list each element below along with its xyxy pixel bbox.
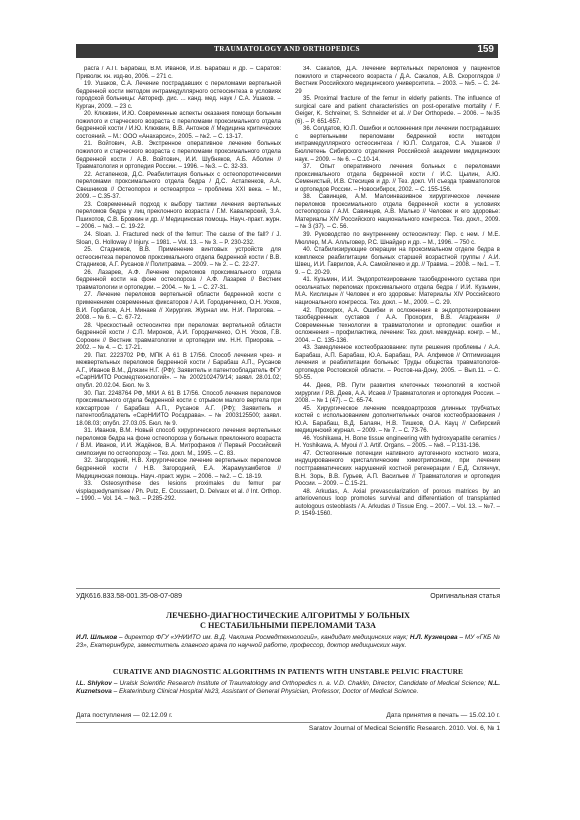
received-date: Дата поступления — 02.12.09 г.	[76, 712, 173, 719]
title-ru-line2: С НЕСТАБИЛЬНЫМИ ПЕРЕЛОМАМИ ТАЗА	[200, 621, 376, 630]
reference-item: 22. Астапенков, Д.С. Реабилитация больных с остеопоротическими переломами проксимального отдела бедра / Д.С. Астапенков, А.А. Свешников // Остеопороз и остеоартроз – проблема XXI века. – М., 2009. – С.35-37.	[76, 171, 281, 201]
reference-item: 44. Деев, Р.В. Пути развития клеточных технологий в костной хирургии / Р.В. Деев, А.А. Исаев // Травматология и ортопедия России. – 2008. – № 1 (47). – С. 65-74.	[295, 382, 500, 405]
author2-name: Н.Л. Кузнецова	[409, 634, 458, 641]
reference-item: 46. Yoshikawa, H. Bone tissue engineering with hydroxyapatite ceramics / H. Yoshikawa, A. Myoui // J. Artif. Organs. – 2005. – №8. – P.131-136.	[295, 435, 500, 450]
article-type: Оригинальная статья	[430, 593, 500, 600]
references-left-column	[76, 66, 281, 504]
reference-item: 42. Прохорих, А.А. Ошибки и осложнения в эндопротезировании тазобедренных суставов / А.А. Прохорих, В.В. Агаджанян // Современные технологии в травматологии и ортопедии: ошибки и осложнения – профилактика, лечение: Тез. докл. междунар. конгр. – М., 2004. – С. 135-136.	[295, 307, 500, 344]
journal-footer: Saratov Journal of Medical Scientific Research. 2010. Vol. 6, № 1	[308, 725, 500, 732]
reference-item: 38. Савинцев, А.М. Малоинвазивное хирургическое лечение переломов проксимального отдела бедренной кости в условиях остеопороза / А.М. Савинцев, А.В. Малько // Человек и его здоровье: Материалы XIV Российского национального конгресса. Тез. докл., 2009. – № 3 (37). – С. 56.	[295, 194, 500, 231]
authors-ru	[76, 634, 500, 650]
reference-item: 37. Опыт оперативного лечения больных с переломами проксимального отдела бедренной кости / И.С. Цылин, А.Ю. Семенистый, И.В. Стесицев и др. // Тез. докл. VII съезда травматологов и ортопедов России. – Новосибирск, 2002. – С. 155-156.	[295, 164, 500, 193]
reference-item: 25. Стадников, В.В. Применение винтовых устройств для остеосинтеза переломов проксимального отдела бедренной кости / В.В. Стадников, А.Г. Русанов // Политравма. – 2009. – № 2. – С. 22-27.	[76, 247, 281, 269]
author2-en-desc: – Ekaterinburg Clinical Hospital №23, Assistant of General Physician, Professor, Doctor of Medical Science.	[111, 688, 419, 695]
footer-divider	[76, 722, 500, 723]
reference-item: 47. Остеогенные потенции нативного аутогенного костного мозга, индуцированного кристаллическим химотрипсином, при лечении посттравматических нарушений костной регенерации / Е.Д. Склянчук, В.Н. Зорь, В.В. Гурьев, А.П. Васильев // Травматология и ортопедия России. – 2009. – С.15-21.	[295, 450, 500, 488]
title-ru-line1: ЛЕЧЕБНО-ДИАГНОСТИЧЕСКИЕ АЛГОРИТМЫ У БОЛЬНЫХ	[166, 611, 410, 620]
page-number: 159	[477, 44, 494, 55]
reference-item: 24. Sloan. J. Fractured neck of the femur: The cause of the fall? / J. Sloan, G. Holloway // Injury. – 1981. – Vol. 13. – № 3. – P. 230-232.	[76, 232, 281, 246]
reference-item: 26. Лазарев, А.Ф. Лечение переломов проксимального отдела бедренной кости на фоне остеопороза / А.Ф. Лазарев // Вестник травматологии и ортопедии. – 2004. – № 1. – С. 27-31.	[76, 269, 281, 291]
reference-item: 43. Замедленное костеобразование: пути решения проблемы / А.А. Барабаш, А.П. Барабаш, Ю.А. Барабаш, Р.А. Алфимов // Оптимизация лечения и реабилитации больных: Труды общества травматологов-ортопедов Ростовской области. – Ростов-на-Дону, 2005. – Вып.11. – С. 50-55.	[295, 345, 500, 382]
reference-item: 30. Пат. 2248764 РФ, МКИ А 61 В 17/56. Способ лечения переломов проксимального отдела бедренной кости с отрывом малого вертела при коксартрозе / Барабаш А.П., Русанов А.Г. (РФ); Заявитель и патентообладатель «СарНИИТО Росздрава». – № 2003125500; заявл. 18.08.03; опубл. 27.03.05. Бюл. № 9.	[76, 390, 281, 427]
article-title-en: CURATIVE AND DIAGNOSTIC ALGORITHMS IN PATIENTS WITH UNSTABLE PELVIC FRACTURE	[112, 667, 464, 676]
author1-en-desc: – Uralsk Scientific Research Institute of Traumatology and Orthopedics n. a. V.D. Chaklin, Director, Candidate of Medical Science;	[111, 680, 488, 687]
reference-item: 27. Лечение переломов вертельной области бедренной кости с применением современных фиксаторов / А.И. Городниченко, О.Н. Усков, В.И. Горбатов, А.Н. Минаев // Хирургия. Журнал им. Н.И. Пирогова. – 2008. – № 6. – С. 67-72.	[76, 292, 281, 322]
author1-desc: – директор ФГУ «УНИИТО им. В.Д. Чаклина Росмедтехнологий», кандидат медицинских наук;	[117, 634, 410, 641]
reference-item: 40. Стабилизирующие операции на проксимальном отделе бедра в комплексе реабилитации больных старшей возрастной группы / А.И. Швец, И.И. Гаврилов, А.А. Самойленко и др. // Травма. – 2008. – №1. – Т. 9. – С. 20-29.	[295, 247, 500, 276]
reference-item: 45. Хирургическое лечение псевдоартрозов длинных трубчатых костей с использованием дополнительных очагов костеобразования / Ю.А. Барабаш, В.Д. Балаян, Н.В. Тишков, О.А. Кауц // Сибирский медицинский журнал. – 2009. – № 7. – С. 73-76.	[295, 405, 500, 435]
reference-item: 19. Ушаков, С.А. Лечение пострадавших с переломами вертельной бедренной кости методом интрамедуллярного остеосинтеза в условиях городской больницы: Автореф. дис. ... канд. мед. наук / С.А. Ушаков. – Курган, 2009. – 23 с.	[76, 81, 281, 110]
section-title: TRAUMATOLOGY AND ORTHOPEDICS	[214, 45, 360, 53]
reference-item: 39. Руководство по внутреннему остеосинтезу: Пер. с нем. / М.Е. Мюллер, М.А. Алльговер, Р.С. Шнайдер и др. – М., 1996. – 750 с.	[295, 232, 500, 246]
author1-name: И.Л. Шлыков	[76, 634, 118, 641]
reference-item: 41. Кузьмин, И.И. Эндопротезирование тазобедренного сустава при оскольчатых переломах проксимального отдела бедра / И.И. Кузьмин, М.А. Кислицын // Человек и его здоровье: Материалы XIV Российского национального конгресса. Тез. докл. – М., 2009. – С. 29.	[295, 277, 500, 306]
article-title-ru	[76, 611, 500, 631]
reference-item: 28. Чрескостный остеосинтез при переломах вертельной области бедренной кости / С.П. Миронов, А.И. Городниченко, О.Н. Усков, Г.В. Сорокин // Вестник травматологии и ортопедии им. Н.Н. Приорова. – 2002. – № 4. – С. 17-21.	[76, 322, 281, 352]
reference-item: 20. Клюквин, И.Ю. Современные аспекты оказания помощи больным пожилого и старческого возраста с переломами проксимального отдела бедренной кости / И.Ю. Клюквин, В.В. Антонов // Медицина критических состояний. – М.: ООО «Анахарсис», 2005. – №2. – С. 13-17.	[76, 111, 281, 140]
references-columns	[76, 66, 500, 584]
divider	[76, 588, 500, 589]
reference-item: 29. Пат. 2223702 РФ, МПК А 61 В 17/56. Способ лечения чрез- и межвертельных переломов бедренной кости / Барабаш А.П., Русанов А.Г., Иванов В.М., Длязин Н.Г. (РФ); Заявитель и патентообладатель ФГУ «СарНИИТО Росмедтехнологий». – № 2002102479/14; заявл. 28.01.02; опубл. 20.02.04. Бюл. № 3.	[76, 352, 281, 389]
reference-item: 21. Войтович, А.В. Экстренное оперативное лечение больных пожилого и старческого возраста с переломами проксимального отдела бедренной кости / А.В. Войтович, И.И. Шубняков, А.Б. Аболин // Травматология и ортопедия России. – 1996. – №3. – С. 32-33.	[76, 141, 281, 171]
accepted-date: Дата принятия в печать — 15.02.10 г.	[386, 712, 500, 719]
udc-code: УДК616.833.58-001.35-08-07-089	[76, 593, 182, 600]
reference-item: 33. Osteosynthese des lesions proximales du femur par visplaquedynamisee / Ph. Putz, E. Coussaert, D. Delvaux et al. // Int. Orthop. – 1990. – Vol. 14. – №3. – P.285-292.	[76, 481, 281, 503]
reference-item: 31. Иванов, В.М. Новый способ хирургического лечения вертельных переломов бедра на фоне остеопороза у больных преклонного возраста / В.М. Иванов, И.И. Жадёнов, В.А. Митрофанов // Первый Российский симпозиум по остеопорозу. – Тез. докл. М., 1995. – С. 83.	[76, 428, 281, 457]
reference-item: 48. Arkudas, A. Axial prevascularization of porous matrices by an arteriovenous loop promotes survival and differentiation of transplanted autologous osteoblasts / A. Arkudas // Tissue Eng. – 2007. – Vol. 13. – №7. – P. 1549-1560.	[295, 488, 500, 518]
reference-item: 32. Загородний, Н.В. Хирургическое лечение вертельных переломов бедренной кости / Н.В. Загородний, Е.А. Жарамухамбетов // Медицинская помощь. Науч.-практ. журн. – 2006. – №2. – С. 18-19.	[76, 458, 281, 480]
references-right-column	[295, 66, 500, 519]
reference-item: 23. Современный подход к выбору тактики лечения вертельных переломов бедра у лиц преклонного возраста / Г.М. Кавалерский, З.А. Пшихотов, С.В. Бровкин и др. // Медицинская помощь. Науч.-практ. журн. – 2006. – №3. – С. 19-22.	[76, 201, 281, 231]
reference-item: расга / А.П. Барабаш, В.М. Иванов, И.В. Барабаш и др. – Саратов: Приволж. кн. изд-во, 2006. – 271 с.	[76, 66, 281, 80]
author1-en-name: I.L. Shlykov	[76, 680, 112, 687]
authors-en	[76, 680, 500, 696]
reference-item: 35. Proximal fracture of the femur in elderly patients. The influence of surgical care and patient characteristics on post-operative mortality / F. Geiger, K. Schreiner, S. Schneider et al. // Der Orthopede. – 2006. – №35 (6). – P. 651-657.	[295, 96, 500, 125]
reference-item: 36. Солдатов, Ю.П. Ошибки и осложнения при лечении пострадавших с вертельными переломами бедренной кости методом интрамедуллярного остеосинтеза / Ю.П. Солдатов, С.А. Ушаков // Бюллетень Сибирского отделения Российской академии медицинских наук. – 2009. – № 6. – С.10-14.	[295, 126, 500, 163]
running-header	[76, 44, 498, 58]
reference-item: 34. Сакалов, Д.А. Лечение вертельных переломов у пациентов пожилого и старческого возраста / Д.А. Сакалов, А.В. Скороглядов // Вестник Российского медицинского университета. – 2003. – №5. – С. 24-29	[295, 66, 500, 95]
author2-desc: – МУ «ГКБ № 23», Екатеринбург, заместитель главного врача по научной работе, профессор, доктор медицинских наук.	[76, 634, 500, 649]
author2-en-name: N.L. Kuznetsova	[76, 680, 501, 695]
